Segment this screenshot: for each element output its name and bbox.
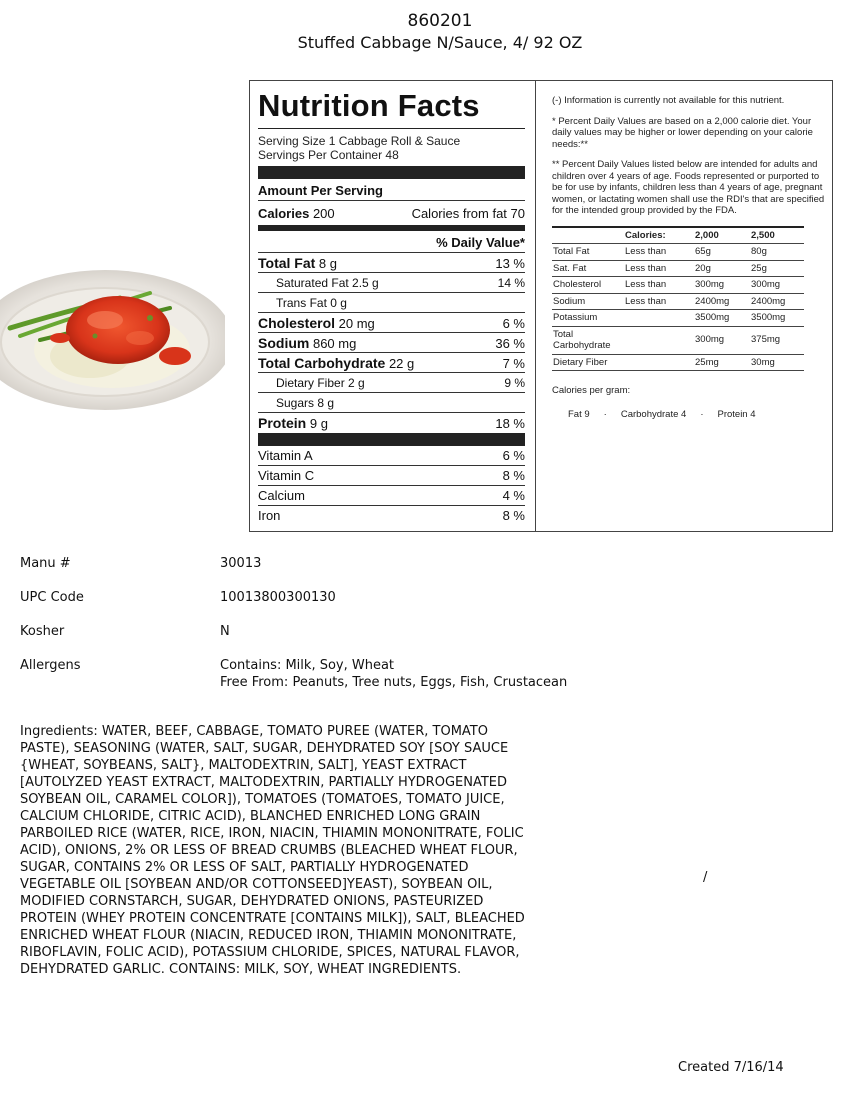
total-fat-label: Total Fat xyxy=(258,255,316,271)
total-fat-row xyxy=(258,253,525,273)
dietary-fiber-label: Dietary Fiber 2 g xyxy=(276,376,365,390)
calories-per-gram-label: Calories per gram: xyxy=(552,385,631,396)
vitamin-a-label: Vitamin A xyxy=(258,448,313,463)
daily-value-notes xyxy=(552,95,830,420)
iron-pct: 8 % xyxy=(502,508,525,523)
allergens-free-from: Free From: Peanuts, Tree nuts, Eggs, Fish, Crustacean xyxy=(220,675,568,690)
nutrition-facts-title: Nutrition Facts xyxy=(258,87,525,129)
cpg-carb: Carbohydrate 4 xyxy=(620,408,687,420)
sugars-label: Sugars 8 g xyxy=(276,396,335,410)
product-title: Stuffed Cabbage N/Sauce, 4/ 92 OZ xyxy=(297,33,583,52)
product-photo xyxy=(0,258,225,413)
cpg-separator: · xyxy=(700,408,704,420)
trans-fat-row xyxy=(258,293,525,313)
sugars-row xyxy=(258,393,525,413)
page-header xyxy=(0,10,850,54)
vitamin-c-pct: 8 % xyxy=(502,468,525,483)
note-percent-dv: * Percent Daily Values are based on a 2,000 calorie diet. Your daily values may be higher or lower depending on your calorie needs:** xyxy=(552,115,813,150)
iron-row xyxy=(258,506,525,526)
calories-from-fat: Calories from fat 70 xyxy=(411,206,525,221)
calories-label: Calories xyxy=(258,206,310,221)
allergens-row xyxy=(20,657,820,691)
cholesterol-label: Cholesterol xyxy=(258,315,336,331)
manu-value: 30013 xyxy=(220,556,262,571)
trans-fat-label: Trans Fat 0 g xyxy=(276,296,347,310)
product-info xyxy=(20,555,820,691)
serving-size: Serving Size 1 Cabbage Roll & Sauce xyxy=(258,134,461,148)
cpg-fat: Fat 9 xyxy=(568,408,590,420)
kosher-label: Kosher xyxy=(20,624,65,639)
iron-label: Iron xyxy=(258,508,281,523)
product-code: 860201 xyxy=(407,11,473,31)
total-carb-pct: 7 % xyxy=(502,356,525,371)
cpg-protein: Protein 4 xyxy=(717,408,756,420)
calcium-label: Calcium xyxy=(258,488,305,503)
dv-table-header: Calories: 2,000 2,500 xyxy=(552,227,804,244)
allergens-value xyxy=(220,657,567,691)
divider-thick xyxy=(258,166,525,179)
vitamin-a-row xyxy=(258,446,525,466)
table-row: Potassium 3500mg 3500mg xyxy=(552,310,804,327)
total-carb-amount: 22 g xyxy=(388,356,415,371)
allergens-contains: Contains: Milk, Soy, Wheat xyxy=(220,658,395,673)
sodium-amount: 860 mg xyxy=(312,336,357,351)
created-date: Created 7/16/14 xyxy=(678,1060,784,1075)
note-percent-dv-adults: ** Percent Daily Values listed below are intended for adults and children over 4 years of age. Foods represented or purported to be for use by infants, children less than 4 years of age, pregnant women, or lactating women shall use the RDI's that are specified for the intended group provided by the FDA. xyxy=(552,159,825,216)
table-row: Sodium Less than 2400mg 2400mg xyxy=(552,293,804,310)
ingredients-text: Ingredients: WATER, BEEF, CABBAGE, TOMATO PUREE (WATER, TOMATO PASTE), SEASONING (WATER, SALT, SUGAR, DEHYDRATED SOY [SOY SAUCE {WHEAT, SOYBEANS, SALT}, MALTODEXTRIN, SALT], YEAST EXTRACT [AUTOLYZED YEAST EXTRACT, MALTODEXTRIN, PARTIALLY HYDROGENATED SOYBEAN OIL, CARAMEL COLOR]), TOMATOES (TOMATOES, TOMATO JUICE, CALCIUM CHLORIDE, CITRIC ACID), BLANCHED ENRICHED LONG GRAIN PARBOILED RICE (WATER, RICE, IRON, NIACIN, THIAMIN MONONITRATE, FOLIC ACID), ONIONS, 2% OR LESS OF BREAD CRUMBS (BLEACHED WHEAT FLOUR, SUGAR, CONTAINS 2% OR LESS OF SALT, PARTIALLY HYDROGENATED VEGETABLE OIL [SOYBEAN AND/OR COTTONSEED]YEAST), SOYBEAN OIL, MODIFIED CORNSTARCH, SUGAR, DEHYDRATED ONIONS, PASTEURIZED PROTEIN (WHEY PROTEIN CONCENTRATE [CONTAINS MILK]), SALT, BLEACHED ENRICHED WHEAT FLOUR (NIACIN, REDUCED IRON, THIAMIN MONONITRATE, RIBOFLAVIN, FOLIC ACID), POTASSIUM CHLORIDE, SPICES, NATURAL FLAVOR, DEHYDRATED GARLIC. CONTAINS: MILK, SOY, WHEAT INGREDIENTS. xyxy=(20,724,525,977)
cholesterol-pct: 6 % xyxy=(502,316,525,331)
daily-value-header: % Daily Value* xyxy=(258,231,525,253)
servings-per-container: Servings Per Container 48 xyxy=(258,148,399,162)
table-row: Sat. Fat Less than 20g 25g xyxy=(552,260,804,277)
serving-info xyxy=(258,129,525,166)
total-carb-row xyxy=(258,353,525,373)
protein-row xyxy=(258,413,525,433)
daily-value-table xyxy=(552,226,804,372)
table-row: Total Fat Less than 65g 80g xyxy=(552,244,804,261)
saturated-fat-pct: 14 % xyxy=(497,276,525,290)
kosher-value: N xyxy=(220,624,230,639)
protein-amount: 9 g xyxy=(309,416,328,431)
upc-value: 10013800300130 xyxy=(220,590,336,605)
protein-label: Protein xyxy=(258,415,307,431)
total-fat-amount: 8 g xyxy=(318,256,337,271)
note-not-available: (-) Information is currently not available for this nutrient. xyxy=(552,95,785,106)
calories-value: 200 xyxy=(312,206,335,221)
stray-slash: / xyxy=(703,870,708,885)
protein-pct: 18 % xyxy=(495,416,525,431)
vitamin-c-row xyxy=(258,466,525,486)
table-row: Total Carbohydrate 300mg 375mg xyxy=(552,326,804,354)
table-row: Cholesterol Less than 300mg 300mg xyxy=(552,277,804,294)
sodium-label: Sodium xyxy=(258,335,310,351)
kosher-row xyxy=(20,623,820,657)
amount-per-serving: Amount Per Serving xyxy=(258,179,525,201)
table-row: Dietary Fiber 25mg 30mg xyxy=(552,354,804,371)
divider-thick-2 xyxy=(258,433,525,446)
upc-row xyxy=(20,589,820,623)
nutrition-facts-label xyxy=(258,87,525,526)
upc-label: UPC Code xyxy=(20,590,84,605)
nutrition-panel xyxy=(249,80,833,532)
vitamin-c-label: Vitamin C xyxy=(258,468,315,483)
total-fat-pct: 13 % xyxy=(495,256,525,271)
sodium-pct: 36 % xyxy=(495,336,525,351)
calories-row xyxy=(258,201,525,225)
calcium-pct: 4 % xyxy=(502,488,525,503)
cholesterol-amount: 20 mg xyxy=(338,316,375,331)
manu-row xyxy=(20,555,820,589)
manu-label: Manu # xyxy=(20,556,71,571)
allergens-label: Allergens xyxy=(20,658,81,673)
saturated-fat-row xyxy=(258,273,525,293)
dietary-fiber-row xyxy=(258,373,525,393)
calcium-row xyxy=(258,486,525,506)
dietary-fiber-pct: 9 % xyxy=(504,376,525,390)
cpg-separator: · xyxy=(603,408,607,420)
vitamin-a-pct: 6 % xyxy=(502,448,525,463)
calories-per-gram-values xyxy=(552,409,830,421)
total-carb-label: Total Carbohydrate xyxy=(258,355,386,371)
cholesterol-row xyxy=(258,313,525,333)
sodium-row xyxy=(258,333,525,353)
panel-divider xyxy=(535,81,536,531)
saturated-fat-label: Saturated Fat 2.5 g xyxy=(276,276,379,290)
